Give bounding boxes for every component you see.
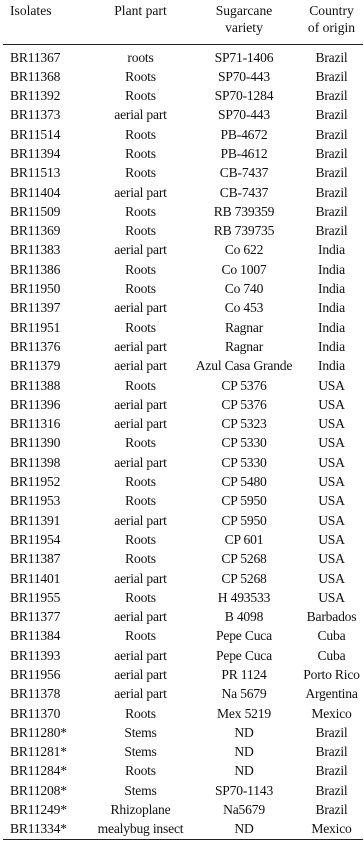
cell-isolate: BR11368 <box>10 68 61 84</box>
cell-variety: CP 601 <box>224 531 264 547</box>
cell-plant-part: aerial part <box>114 512 167 528</box>
table-row <box>3 260 363 279</box>
table-row <box>3 588 363 607</box>
cell-variety: Pepe Cuca <box>216 628 272 644</box>
cell-country: USA <box>318 570 345 586</box>
cell-isolate: BR11954 <box>10 531 61 547</box>
cell-plant-part: Roots <box>125 145 156 161</box>
cell-variety: CP 5330 <box>221 435 267 451</box>
cell-country: Brazil <box>315 223 348 239</box>
cell-variety: Pepe Cuca <box>216 647 272 663</box>
cell-plant-part: aerial part <box>114 609 167 625</box>
table-row <box>3 356 363 375</box>
cell-variety: ND <box>234 744 254 760</box>
cell-country: India <box>318 300 345 316</box>
cell-plant-part: aerial part <box>114 242 167 258</box>
cell-country: Brazil <box>315 744 348 760</box>
cell-variety: CP 5376 <box>221 377 267 393</box>
cell-plant-part: Roots <box>125 435 156 451</box>
cell-isolate: BR11373 <box>10 107 61 123</box>
cell-isolate: BR11280* <box>10 724 67 740</box>
cell-country: USA <box>318 531 345 547</box>
table-row <box>3 202 363 221</box>
cell-variety: SP70-1284 <box>214 88 274 104</box>
cell-plant-part: aerial part <box>114 667 167 682</box>
cell-plant-part: Roots <box>125 474 156 490</box>
table-row <box>3 414 363 433</box>
cell-plant-part: Roots <box>125 281 156 297</box>
table-row <box>3 67 363 86</box>
table-row <box>3 86 363 105</box>
cell-isolate: BR11404 <box>10 184 61 200</box>
table-row <box>3 704 363 723</box>
cell-country: Cuba <box>317 647 346 663</box>
cell-plant-part: Roots <box>125 165 156 181</box>
cell-variety: CP 5376 <box>221 396 267 412</box>
cell-variety: CP 5268 <box>221 551 267 567</box>
table-row <box>3 781 363 800</box>
cell-isolate: BR11953 <box>10 493 61 509</box>
table-row <box>3 491 363 510</box>
cell-isolate: BR11369 <box>10 223 61 239</box>
cell-country: Brazil <box>315 49 348 65</box>
cell-variety: ND <box>188 819 300 839</box>
header-country-line1: Country <box>309 3 354 18</box>
table-row <box>3 549 363 568</box>
cell-country: India <box>318 242 345 258</box>
table-row <box>3 723 363 742</box>
cell-isolate: BR11513 <box>10 165 61 181</box>
cell-isolate: BR11397 <box>10 300 61 316</box>
cell-variety: ND <box>234 763 254 779</box>
header-variety-line2: variety <box>225 20 263 35</box>
cell-country: Mexico <box>300 819 363 839</box>
cell-plant-part: Roots <box>125 705 156 721</box>
table-row <box>3 221 363 240</box>
cell-plant-part: aerial part <box>114 184 167 200</box>
cell-country: India <box>318 338 345 354</box>
cell-isolate: BR11950 <box>10 281 61 297</box>
cell-variety: Na5679 <box>223 802 265 818</box>
header-isolates-label: Isolates <box>10 3 52 18</box>
cell-country: Porto Rico <box>303 667 360 682</box>
cell-country: Barbados <box>306 609 357 625</box>
cell-plant-part: Roots <box>125 223 156 239</box>
cell-plant-part: Roots <box>125 88 156 104</box>
table-row <box>3 125 363 144</box>
cell-country: Cuba <box>317 628 346 644</box>
cell-plant-part: mealybug insect <box>93 819 188 839</box>
cell-isolate: BR11509 <box>10 203 61 219</box>
header-isolates <box>3 0 93 44</box>
cell-variety: Ragnar <box>224 338 264 354</box>
cell-variety: Co 622 <box>224 242 264 258</box>
cell-isolate: BR11377 <box>10 609 61 625</box>
cell-isolate: BR11386 <box>10 261 61 277</box>
cell-plant-part: Roots <box>125 126 156 142</box>
table-body <box>3 44 363 839</box>
cell-country: USA <box>318 377 345 393</box>
cell-variety: Co 453 <box>224 300 264 316</box>
cell-variety: SP70-443 <box>217 107 271 123</box>
cell-variety: SP71-1406 <box>214 49 274 65</box>
table-row <box>3 433 363 452</box>
table-row <box>3 626 363 645</box>
cell-isolate: BR11367 <box>10 49 61 65</box>
table-row <box>3 337 363 356</box>
cell-country: India <box>318 319 345 335</box>
cell-isolate: BR11334* <box>3 819 93 839</box>
cell-isolate: BR11393 <box>10 647 61 663</box>
cell-isolate: BR11396 <box>10 396 61 412</box>
cell-plant-part: aerial part <box>114 454 167 470</box>
cell-country: USA <box>318 589 345 605</box>
cell-plant-part: Roots <box>125 68 156 84</box>
cell-variety: CB-7437 <box>219 165 269 181</box>
header-country-line2: of origin <box>307 20 356 35</box>
cell-variety: SP70-1143 <box>214 782 274 798</box>
table-row <box>3 646 363 665</box>
table-row <box>3 163 363 182</box>
cell-isolate: BR11952 <box>10 474 61 490</box>
cell-plant-part: aerial part <box>114 416 167 432</box>
cell-isolate: BR11249* <box>10 802 67 818</box>
table-row <box>3 183 363 202</box>
table-row <box>3 569 363 588</box>
cell-variety: CP 5268 <box>221 570 267 586</box>
table-row <box>3 453 363 472</box>
cell-plant-part: aerial part <box>114 338 167 354</box>
cell-plant-part: Stems <box>124 782 157 798</box>
cell-plant-part: aerial part <box>114 107 167 123</box>
isolates-table <box>3 0 363 840</box>
cell-variety: B 4098 <box>224 609 264 625</box>
table-row <box>3 472 363 491</box>
cell-variety: Ragnar <box>224 319 264 335</box>
cell-isolate: BR11208* <box>10 782 67 798</box>
cell-variety: PB-4672 <box>220 126 268 142</box>
cell-country: Brazil <box>315 763 348 779</box>
cell-plant-part: aerial part <box>114 396 167 412</box>
cell-isolate: BR11398 <box>10 454 61 470</box>
table-row <box>3 684 363 703</box>
header-plant-part-label: Plant part <box>114 3 167 18</box>
table-row <box>3 395 363 414</box>
cell-country: Brazil <box>315 724 348 740</box>
cell-variety: RB 739359 <box>213 203 275 219</box>
table-row <box>3 240 363 259</box>
cell-plant-part: Stems <box>124 744 157 760</box>
cell-isolate: BR11370 <box>10 705 61 721</box>
cell-plant-part: Stems <box>124 724 157 740</box>
cell-country: USA <box>318 474 345 490</box>
table-row <box>3 44 363 67</box>
cell-country: India <box>318 358 345 374</box>
cell-variety: CP 5950 <box>221 512 267 528</box>
cell-isolate: BR11281* <box>10 744 67 760</box>
cell-plant-part: aerial part <box>114 686 167 702</box>
table-row <box>3 761 363 780</box>
table-row <box>3 279 363 298</box>
cell-plant-part: Roots <box>125 531 156 547</box>
cell-country: Brazil <box>315 126 348 142</box>
cell-isolate: BR11378 <box>10 686 61 702</box>
cell-isolate: BR11384 <box>10 628 61 644</box>
cell-plant-part: aerial part <box>114 570 167 586</box>
cell-isolate: BR11391 <box>10 512 61 528</box>
cell-variety: PR 1124 <box>221 667 267 682</box>
cell-country: USA <box>318 454 345 470</box>
header-row <box>3 0 363 44</box>
cell-country: Brazil <box>315 88 348 104</box>
cell-variety: CP 5330 <box>221 454 267 470</box>
cell-plant-part: aerial part <box>114 647 167 663</box>
cell-plant-part: Roots <box>125 628 156 644</box>
cell-country: Brazil <box>315 145 348 161</box>
cell-isolate: BR11956 <box>10 667 61 682</box>
cell-variety: CB-7437 <box>219 184 269 200</box>
cell-country: India <box>318 261 345 277</box>
cell-isolate: BR11387 <box>10 551 61 567</box>
cell-variety: Co 1007 <box>221 261 267 277</box>
cell-plant-part: Roots <box>125 763 156 779</box>
cell-isolate: BR11955 <box>10 589 61 605</box>
cell-country: Brazil <box>315 782 348 798</box>
cell-plant-part: Roots <box>125 261 156 277</box>
cell-plant-part: Roots <box>125 589 156 605</box>
cell-country: Brazil <box>315 107 348 123</box>
table-row <box>3 511 363 530</box>
cell-variety: Na 5679 <box>221 686 267 702</box>
cell-plant-part: Roots <box>125 319 156 335</box>
cell-isolate: BR11392 <box>10 88 61 104</box>
cell-variety: CP 5950 <box>221 493 267 509</box>
cell-isolate: BR11379 <box>10 358 61 374</box>
cell-isolate: BR11383 <box>10 242 61 258</box>
cell-plant-part: aerial part <box>114 300 167 316</box>
cell-country: Brazil <box>315 203 348 219</box>
table-row <box>3 665 363 684</box>
cell-variety: PB-4612 <box>220 145 268 161</box>
cell-isolate: BR11394 <box>10 145 61 161</box>
cell-variety: CP 5480 <box>221 474 267 490</box>
table-row <box>3 742 363 761</box>
cell-plant-part: Roots <box>125 493 156 509</box>
cell-isolate: BR11401 <box>10 570 61 586</box>
cell-country: USA <box>318 435 345 451</box>
cell-country: USA <box>318 493 345 509</box>
cell-country: Mexico <box>311 705 352 721</box>
table-row <box>3 298 363 317</box>
table-row <box>3 819 363 839</box>
table-row <box>3 800 363 819</box>
cell-variety: SP70-443 <box>217 68 271 84</box>
table-row <box>3 105 363 124</box>
cell-isolate: BR11390 <box>10 435 61 451</box>
cell-isolate: BR11951 <box>10 319 61 335</box>
cell-isolate: BR11376 <box>10 338 61 354</box>
cell-variety: H 493533 <box>217 589 271 605</box>
table-row <box>3 376 363 395</box>
cell-variety: Mex 5219 <box>217 705 271 721</box>
header-country-of-origin <box>300 0 363 44</box>
table-row <box>3 530 363 549</box>
cell-country: Brazil <box>315 184 348 200</box>
cell-isolate: BR11388 <box>10 377 61 393</box>
cell-isolate: BR11316 <box>10 416 61 432</box>
table-header <box>3 0 363 44</box>
cell-isolate: BR11514 <box>10 126 61 142</box>
table-row <box>3 144 363 163</box>
cell-country: India <box>318 281 345 297</box>
cell-plant-part: Roots <box>125 203 156 219</box>
table-row <box>3 607 363 626</box>
cell-country: USA <box>318 551 345 567</box>
cell-country: Argentina <box>305 686 358 702</box>
cell-plant-part: Roots <box>125 377 156 393</box>
cell-country: Brazil <box>315 165 348 181</box>
cell-variety: ND <box>234 724 254 740</box>
cell-country: USA <box>318 416 345 432</box>
cell-variety: Azul Casa Grande <box>195 358 293 374</box>
cell-plant-part: aerial part <box>114 358 167 374</box>
cell-plant-part: Roots <box>125 551 156 567</box>
cell-variety: Co 740 <box>224 281 264 297</box>
header-plant-part <box>93 0 188 44</box>
cell-variety: CP 5323 <box>221 416 267 432</box>
cell-country: USA <box>318 396 345 412</box>
header-variety-line1: Sugarcane <box>215 3 273 18</box>
cell-country: USA <box>318 512 345 528</box>
header-sugarcane-variety <box>188 0 300 44</box>
cell-country: Brazil <box>315 802 348 818</box>
cell-country: Brazil <box>315 68 348 84</box>
cell-plant-part: Rhizoplane <box>110 802 171 818</box>
cell-plant-part: roots <box>127 49 154 65</box>
cell-variety: RB 739735 <box>213 223 275 239</box>
table-row <box>3 318 363 337</box>
cell-isolate: BR11284* <box>10 763 67 779</box>
